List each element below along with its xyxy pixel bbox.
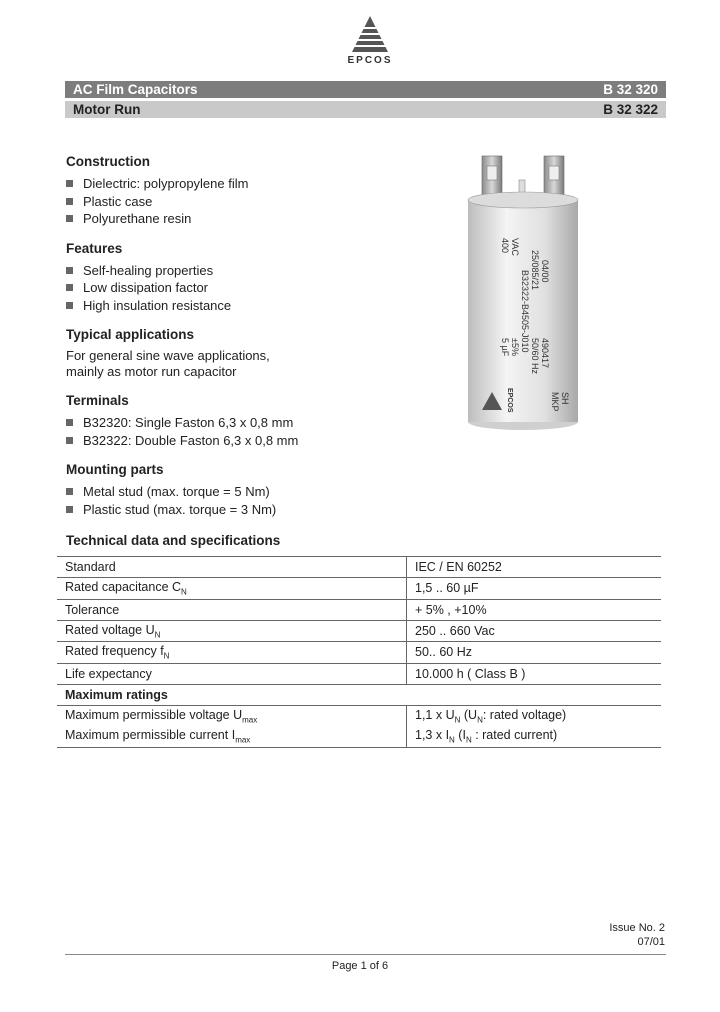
spec-value-part: (U: [460, 707, 478, 722]
spec-value-part: 1,3 x I: [415, 728, 450, 742]
spec-label-sub: N: [181, 587, 187, 597]
construction-list: [66, 175, 426, 228]
spec-label-sub: N: [154, 630, 161, 639]
page-number: Page 1 of 6: [331, 960, 389, 972]
spec-label-text: Rated frequency f: [65, 644, 164, 658]
applications-line: mainly as motor run capacitor: [66, 364, 237, 379]
cap-label-line: 50/60 Hz: [530, 338, 540, 375]
spec-label: [57, 620, 407, 642]
epcos-logo: [340, 14, 400, 66]
spec-value: 10.000 h ( Class B ): [407, 663, 662, 684]
list-item: Plastic case: [66, 193, 426, 211]
cap-label-line: 400: [500, 238, 510, 254]
table-row: [57, 578, 661, 600]
construction-heading: Construction: [66, 154, 150, 169]
table-row: [57, 557, 661, 578]
max-ratings-heading: Maximum ratings: [57, 684, 661, 705]
spec-value: IEC / EN 60252: [407, 557, 662, 578]
spec-label: Standard: [57, 557, 407, 578]
list-item: High insulation resistance: [66, 297, 426, 315]
list-item: Polyurethane resin: [66, 210, 426, 228]
spec-label: [57, 578, 407, 600]
brand-name: EPCOS: [347, 55, 393, 66]
cap-label-line: 5 µF: [500, 338, 510, 357]
spec-label-sub: max: [242, 715, 258, 724]
subheader-bar: [65, 101, 666, 118]
doc-code: B 32 320: [603, 82, 658, 97]
list-item: B32320: Single Faston 6,3 x 0,8 mm: [66, 414, 426, 432]
epcos-triangle-icon: [350, 14, 390, 54]
tech-heading: Technical data and specifications: [66, 533, 281, 548]
table-row: [57, 620, 661, 642]
mounting-heading: Mounting parts: [66, 462, 164, 477]
list-item: Metal stud (max. torque = 5 Nm): [66, 483, 426, 501]
spec-value-sub: N: [449, 735, 455, 745]
spec-value-sub: N: [477, 715, 483, 724]
doc-subcode: B 32 322: [603, 102, 658, 117]
list-item: Low dissipation factor: [66, 279, 426, 297]
mounting-list: [66, 483, 426, 518]
table-row: [57, 599, 661, 620]
spec-value-part: 1,1 x U: [415, 707, 455, 722]
spec-value-part: (I: [454, 728, 466, 742]
issue-info: [609, 921, 665, 949]
spec-label-text: Rated voltage U: [65, 622, 155, 637]
spec-label-sub: N: [163, 651, 170, 661]
list-item: Dielectric: polypropylene film: [66, 175, 426, 193]
cap-label-line: 04/00: [540, 260, 550, 283]
spec-value: 50.. 60 Hz: [407, 642, 662, 664]
applications-heading: Typical applications: [66, 327, 195, 342]
spec-label: [57, 642, 407, 664]
spec-label-sub: max: [235, 735, 251, 745]
table-row: [57, 663, 661, 684]
footer-divider: [65, 954, 666, 955]
capacitor-image: [462, 152, 582, 434]
spec-value: [407, 726, 662, 747]
cap-label-line: SH: [560, 392, 570, 405]
spec-value-sub: N: [465, 735, 472, 745]
cap-label-line: 490417: [540, 338, 550, 369]
spec-label: Life expectancy: [57, 663, 407, 684]
cap-label-line: B32322-B4505-J010: [520, 270, 530, 353]
cap-label-line: 25/085/21: [530, 250, 540, 291]
spec-value-sub: N: [454, 715, 461, 724]
table-row: [57, 642, 661, 664]
spec-table: [57, 556, 661, 748]
features-heading: Features: [66, 240, 123, 256]
spec-value: + 5% , +10%: [407, 599, 662, 620]
spec-value: [407, 705, 662, 726]
table-row: [57, 726, 661, 747]
list-item: Self-healing properties: [66, 262, 426, 280]
spec-label: Tolerance: [57, 599, 407, 620]
table-row: [57, 684, 661, 705]
cap-label-line: VAC: [510, 238, 520, 256]
spec-label-text: Maximum permissible voltage U: [65, 707, 243, 722]
list-item: Plastic stud (max. torque = 3 Nm): [66, 501, 426, 519]
header-bar: [65, 81, 666, 98]
terminals-heading: Terminals: [66, 393, 129, 408]
cap-label-line: ±5%: [510, 338, 520, 356]
applications-line: For general sine wave applications,: [66, 348, 270, 363]
features-list: [66, 262, 426, 315]
spec-value-part: : rated current): [471, 728, 558, 742]
spec-label-text: Rated capacitance C: [65, 580, 182, 594]
spec-label: [57, 705, 407, 726]
cap-label-line: MKP: [550, 392, 560, 412]
list-item: B32322: Double Faston 6,3 x 0,8 mm: [66, 432, 426, 450]
issue-date: 07/01: [637, 936, 665, 948]
table-row: [57, 705, 661, 726]
doc-title: AC Film Capacitors: [73, 82, 198, 97]
capacitor-illustration: [462, 152, 582, 434]
applications-text: [66, 348, 426, 380]
spec-label: [57, 726, 407, 747]
cap-label-brand: EPCOS: [506, 388, 513, 413]
doc-subtitle: Motor Run: [73, 102, 141, 117]
feature-sections: [66, 154, 426, 531]
spec-value: 1,5 .. 60 µF: [407, 578, 662, 600]
spec-value-part: : rated voltage): [482, 707, 567, 722]
spec-value: 250 .. 660 Vac: [407, 620, 662, 642]
terminals-list: [66, 414, 426, 449]
issue-number: Issue No. 2: [609, 922, 665, 934]
spec-label-text: Maximum permissible current I: [65, 728, 236, 742]
